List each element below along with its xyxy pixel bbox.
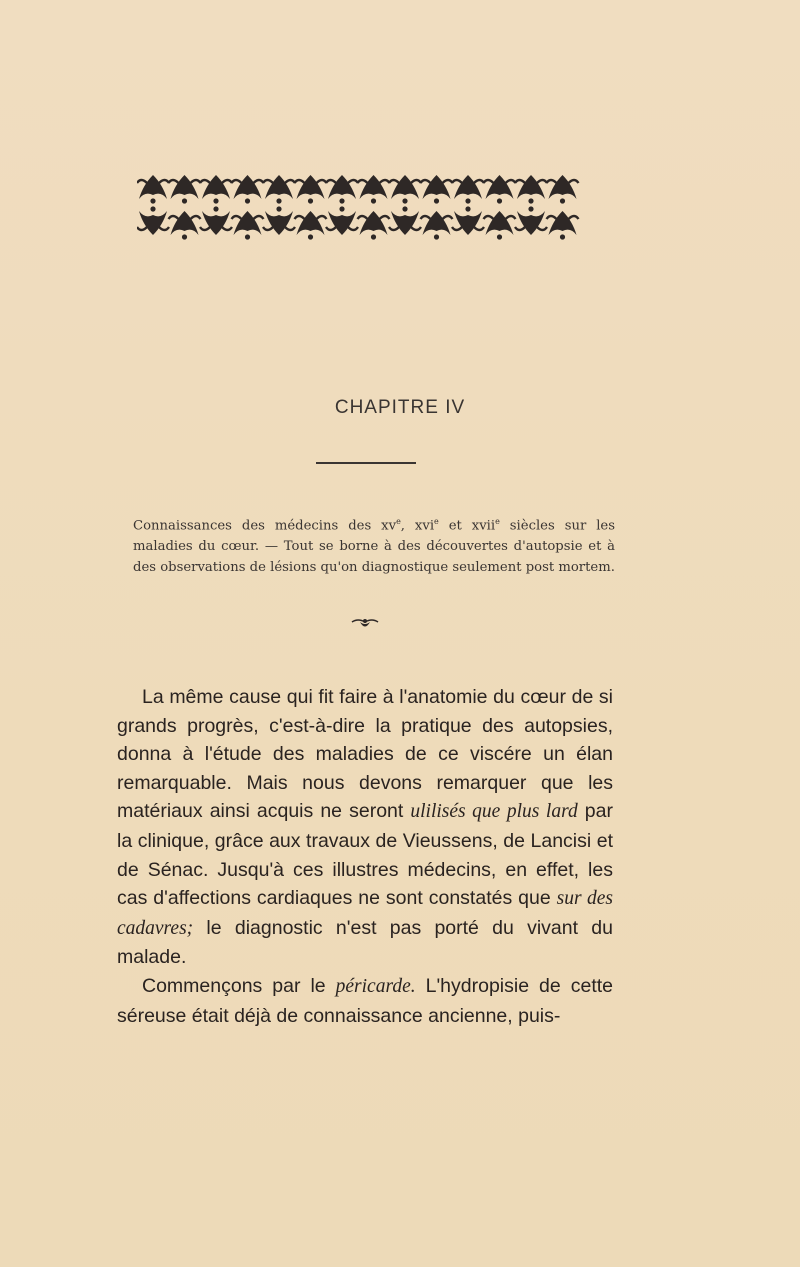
summary-part3: et xvii: [438, 518, 496, 534]
p2-text-b: L'hydropisie de cette séreuse était déjà de connaissance ancienne, puis-: [117, 974, 613, 1027]
summary-part4: siècles sur les maladies du cœur. — Tout se borne à des découvertes d'autopsie et à des observations de lésions qu'on diagnostique seulement post mortem.: [133, 518, 615, 576]
summary-part2: , xvi: [400, 518, 435, 534]
body-text: [117, 683, 613, 1030]
fleuron-icon: [350, 616, 380, 632]
title-rule: [316, 462, 416, 464]
summary-sup1: e: [396, 517, 401, 526]
p1-text-b: par la clinique, grâce aux travaux de Vieussens, de Lancisi et de Sénac. Jusqu'à ces illustres médecins, en effet, les cas d'affections cardiaques ne sont constatés que: [117, 800, 613, 910]
p2-emphasis: péricarde.: [335, 975, 416, 997]
p1-text-c: le diagnostic n'est pas porté du vivant du malade.: [117, 916, 613, 969]
p2-text-a: Commençons par le: [142, 974, 336, 997]
summary-part1: Connaissances des médecins des xv: [133, 518, 397, 534]
paragraph-2: [117, 972, 613, 1030]
chapter-title: CHAPITRE IV: [334, 397, 466, 418]
leaf-vine-ornament-icon: [137, 170, 597, 242]
p1-emphasis-2: sur des cadavres;: [117, 888, 613, 939]
summary-sup2: e: [434, 517, 439, 526]
p1-emphasis-1: ulilisés que plus lard: [410, 801, 578, 823]
paragraph-1: [117, 683, 613, 972]
summary-sup3: e: [495, 517, 500, 526]
chapter-summary: [133, 511, 615, 578]
p1-text-a: La même cause qui fit faire à l'anatomie du cœur de si grands progrès, c'est-à-dire la pratique des autopsies, donna à l'étude des maladies de ce viscére un élan remarquable. Mais nous devons remarquer que les matériaux ainsi acquis ne seront: [117, 686, 613, 823]
